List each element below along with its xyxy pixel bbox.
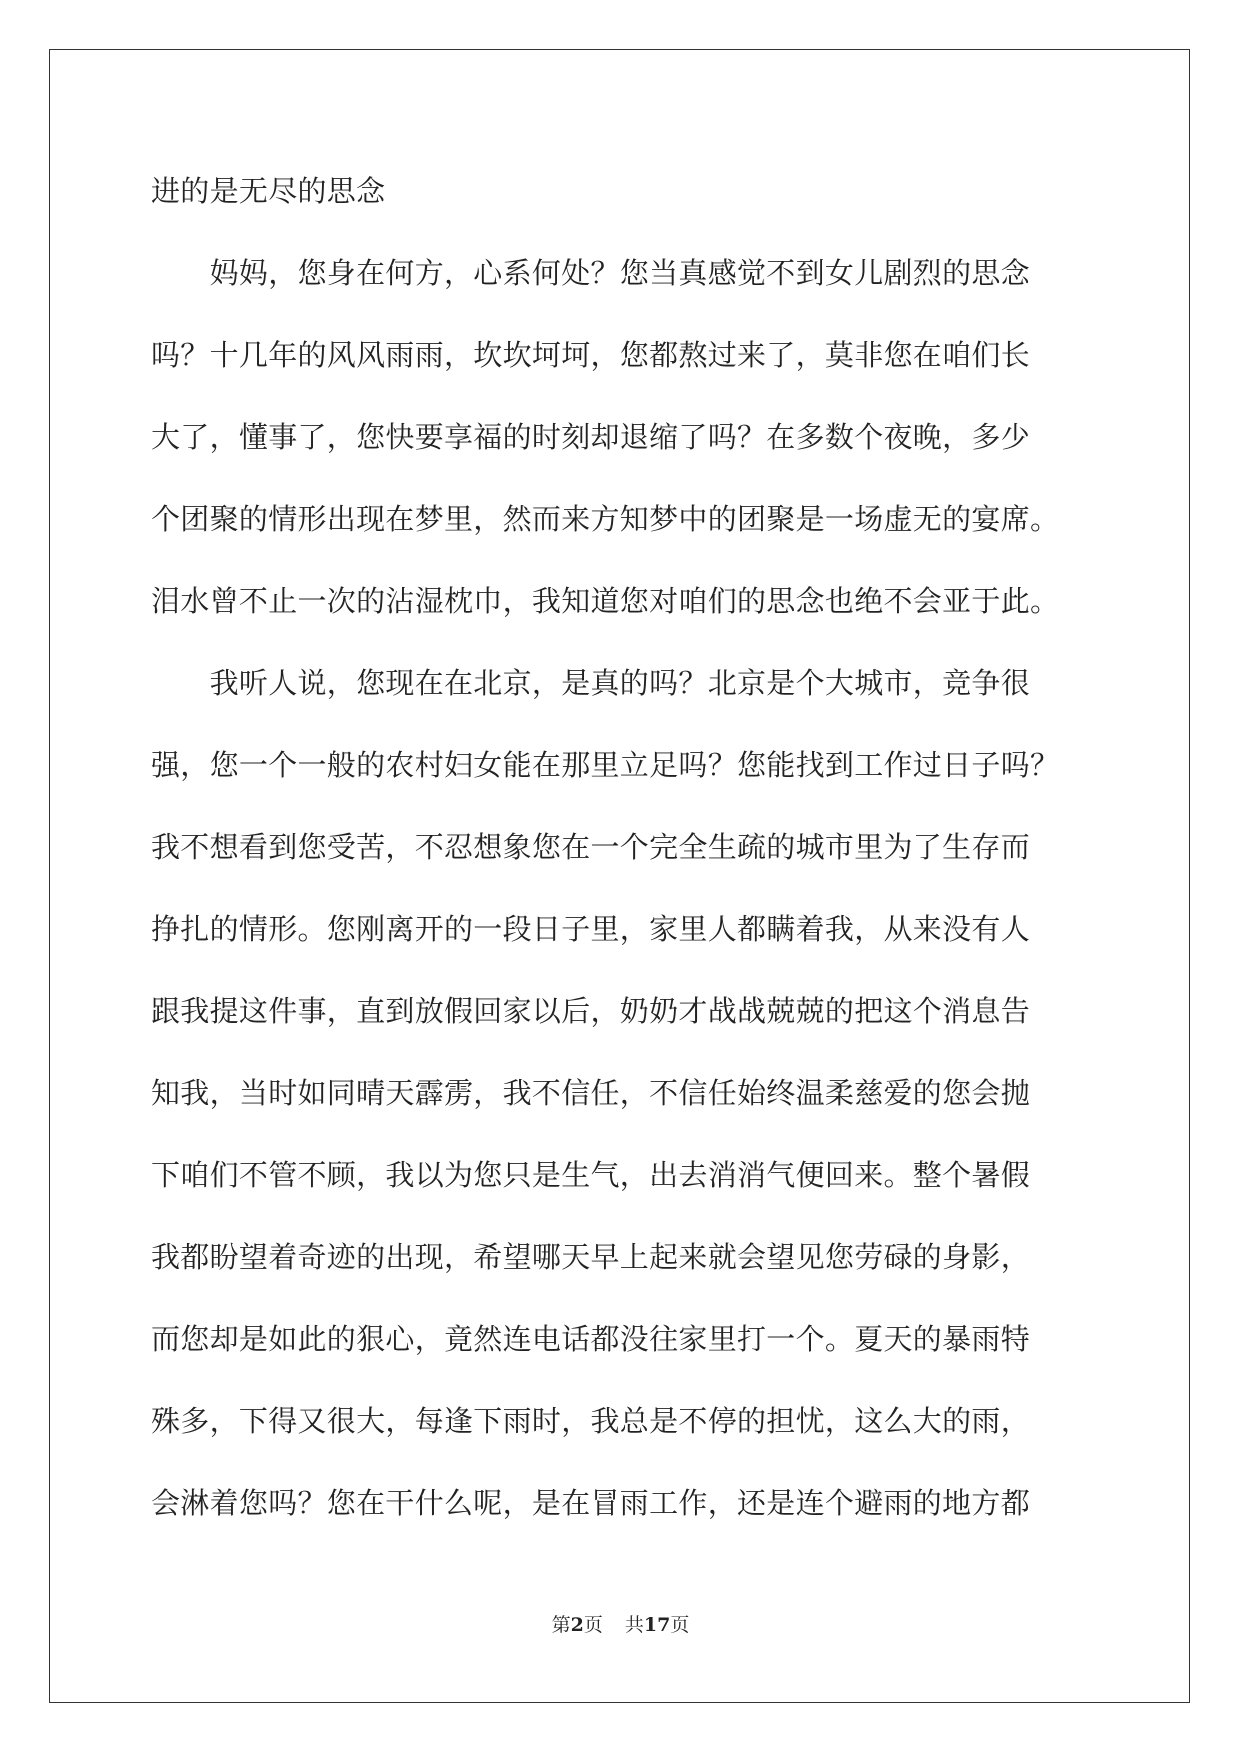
footer-total-prefix: 共: [624, 1614, 644, 1636]
text-line: 大了，懂事了，您快要享福的时刻却退缩了吗？在多数个夜晚，多少: [151, 420, 1031, 454]
text-line: 泪水曾不止一次的沾湿枕巾，我知道您对咱们的思念也绝不会亚于此。: [151, 584, 1060, 618]
text-line: 跟我提这件事，直到放假回家以后，奶奶才战战兢兢的把这个消息告: [151, 994, 1031, 1028]
page-footer: [0, 1610, 1241, 1637]
text-line: 我不想看到您受苦，不忍想象您在一个完全生疏的城市里为了生存而: [151, 830, 1031, 864]
text-line: 吗？十几年的风风雨雨，坎坎坷坷，您都熬过来了，莫非您在咱们长: [151, 338, 1031, 372]
text-line: 我听人说，您现在在北京，是真的吗？北京是个大城市，竞争很: [151, 666, 1031, 700]
text-line: 进的是无尽的思念: [151, 174, 386, 208]
text-line: 个团聚的情形出现在梦里，然而来方知梦中的团聚是一场虚无的宴席。: [151, 502, 1060, 536]
text-line: 强，您一个一般的农村妇女能在那里立足吗？您能找到工作过日子吗？: [151, 748, 1060, 782]
text-line: 我都盼望着奇迹的出现，希望哪天早上起来就会望见您劳碌的身影，: [151, 1240, 1031, 1274]
text-line: 而您却是如此的狠心，竟然连电话都没往家里打一个。夏天的暴雨特: [151, 1322, 1031, 1356]
text-line: 知我，当时如同晴天霹雳，我不信任，不信任始终温柔慈爱的您会抛: [151, 1076, 1031, 1110]
text-line: 殊多，下得又很大，每逢下雨时，我总是不停的担忧，这么大的雨，: [151, 1404, 1031, 1438]
text-line: 妈妈，您身在何方，心系何处？您当真感觉不到女儿剧烈的思念: [151, 256, 1031, 290]
text-line: 下咱们不管不顾，我以为您只是生气，出去消消气便回来。整个暑假: [151, 1158, 1031, 1192]
footer-page-unit: 页: [583, 1614, 603, 1636]
text-line: 会淋着您吗？您在干什么呢，是在冒雨工作，还是连个避雨的地方都: [151, 1486, 1031, 1520]
footer-prefix: 第: [551, 1614, 571, 1636]
current-page-number: 2: [570, 1614, 584, 1636]
footer-total-unit: 页: [670, 1614, 690, 1636]
text-line: 挣扎的情形。您刚离开的一段日子里，家里人都瞒着我，从来没有人: [151, 912, 1031, 946]
document-body: [151, 165, 1091, 1559]
total-pages-number: 17: [643, 1614, 671, 1636]
